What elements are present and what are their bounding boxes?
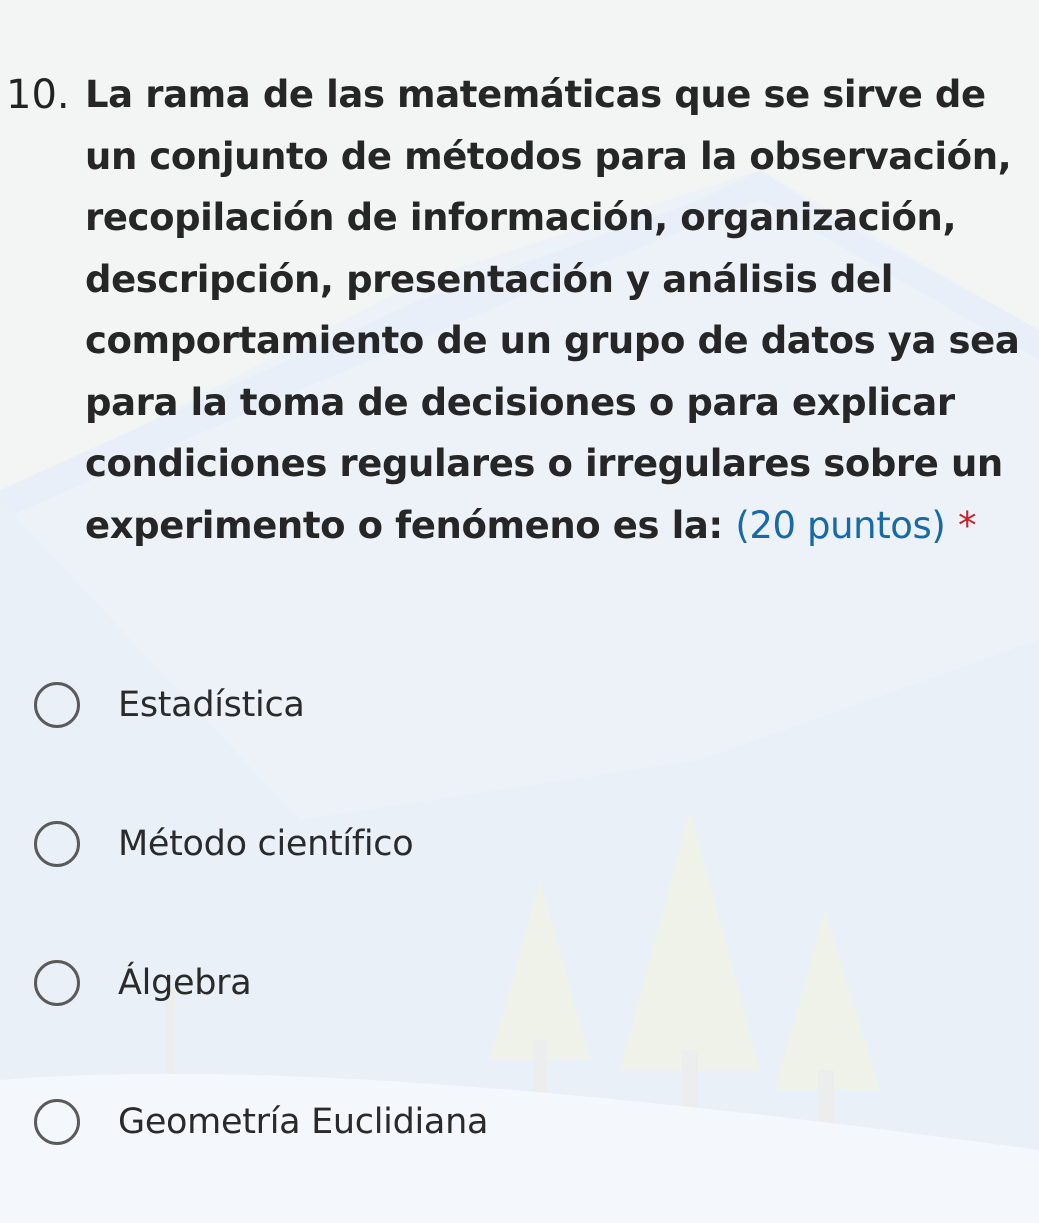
option-geometria-euclidiana[interactable]	[34, 1097, 488, 1147]
option-label[interactable]: Álgebra	[118, 963, 252, 1003]
question-number: 10.	[6, 72, 70, 118]
radio-button[interactable]	[34, 682, 80, 728]
question-text-block	[85, 64, 1030, 556]
option-label[interactable]: Geometría Euclidiana	[118, 1102, 489, 1142]
option-label[interactable]: Estadística	[118, 685, 305, 725]
question-text: La rama de las matemáticas que se sirve de un conjunto de métodos para la observación, recopilación de información, organización, descripción, presentación y análisis del comportamiento de un grupo de datos ya sea para la toma de decisiones o para explicar condiciones regulares o irregulares sobre un experimento o fenómeno es la:	[85, 73, 1020, 547]
option-metodo-cientifico[interactable]	[34, 819, 413, 869]
option-algebra[interactable]	[34, 958, 251, 1008]
radio-button[interactable]	[34, 821, 80, 867]
option-label[interactable]: Método científico	[118, 824, 414, 864]
radio-button[interactable]	[34, 960, 80, 1006]
required-marker: *	[957, 503, 977, 547]
radio-button[interactable]	[34, 1099, 80, 1145]
option-estadistica[interactable]	[34, 680, 305, 730]
question-points: (20 puntos)	[735, 503, 946, 547]
